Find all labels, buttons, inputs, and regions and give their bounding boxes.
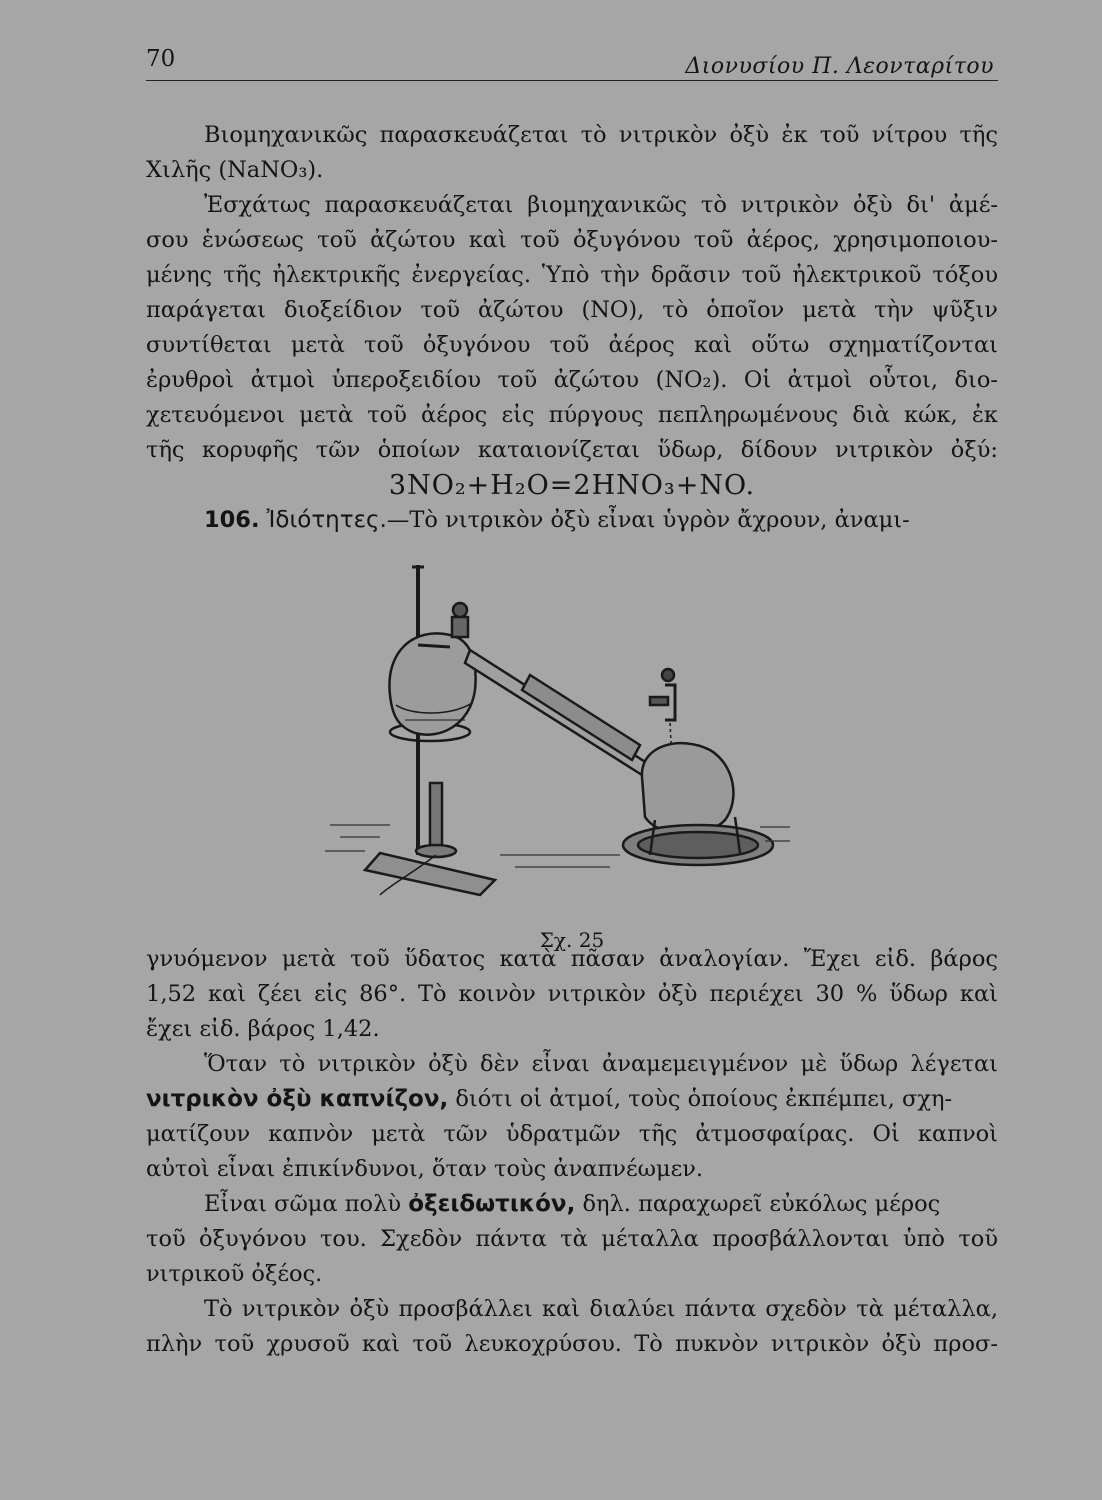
text-line: 1,52 καὶ ζέει εἰς 86°. Τὸ κοινὸν νιτρικὸν ὀξὺ περιέχει 30 % ὕδωρ καὶ	[146, 981, 998, 1007]
text-line: Βιομηχανικῶς παρασκευάζεται τὸ νιτρικὸν ὀξὺ ἐκ τοῦ νίτρου τῆς	[204, 122, 998, 148]
section-intro-text: —Τὸ νιτρικὸν ὀξὺ εἶναι ὑγρὸν ἄχρουν, ἀναμι-	[386, 507, 910, 533]
section-heading-line	[146, 503, 998, 538]
figure-caption: Σχ. 25	[539, 928, 605, 952]
text-line: μένης τῆς ἠλεκτρικῆς ἐνεργείας. Ὑπὸ τὴν δρᾶσιν τοῦ ἠλεκτρικοῦ τόξου	[146, 262, 998, 288]
text-line: τοῦ ὀξυγόνου του. Σχεδὸν πάντα τὰ μέταλλα προσβάλλονται ὑπὸ τοῦ	[146, 1226, 998, 1252]
text-line: Χιλῆς (NaNO₃).	[146, 157, 324, 183]
chemical-equation: 3NO₂+H₂O=2HNO₃+NO.	[388, 470, 756, 501]
text-line: συντίθεται μετὰ τοῦ ὀξυγόνου τοῦ ἀέρος καὶ οὕτω σχηματίζονται	[146, 332, 998, 358]
section-number: 106.	[204, 507, 260, 533]
text-line: πλὴν τοῦ χρυσοῦ καὶ τοῦ λευκοχρύσου. Τὸ πυκνὸν νιτρικὸν ὀξὺ προσ-	[146, 1331, 998, 1357]
text-line: ἐρυθροὶ ἀτμοὶ ὑπεροξειδίου τοῦ ἀζώτου (NO₂). Οἱ ἀτμοὶ οὗτοι, διο-	[146, 367, 998, 393]
text-line	[146, 1082, 998, 1117]
text-block-top	[146, 118, 998, 538]
page-number: 70	[146, 46, 176, 72]
burner	[430, 783, 442, 848]
text-block-bottom	[146, 942, 998, 1362]
distillation-apparatus-figure	[320, 555, 790, 900]
text-line: ἔχει εἰδ. βάρος 1,42.	[146, 1016, 380, 1042]
section-title: Ἰδιότητες.	[266, 507, 387, 533]
text-line	[146, 1187, 998, 1222]
text-line: αὐτοὶ εἶναι ἐπικίνδυνοι, ὅταν τοὺς ἀναπνέωμεν.	[146, 1156, 704, 1182]
text-line: Ἐσχάτως παρασκευάζεται βιομηχανικῶς τὸ νιτρικὸν ὀξὺ δι' ἀμέ-	[204, 192, 998, 218]
bold-term-fuming-nitric-acid: νιτρικὸν ὀξὺ καπνίζον,	[146, 1086, 449, 1112]
text-line: παράγεται διοξείδιον τοῦ ἀζώτου (NO), τὸ ὁποῖον μετὰ τὴν ψῦξιν	[146, 297, 998, 323]
bold-term-oxidizing: ὀξειδωτικόν,	[408, 1191, 576, 1217]
text-line: χετευόμενοι μετὰ τοῦ ἀέρος εἰς πύργους πεπληρωμένους διὰ κώκ, ἐκ	[146, 402, 998, 428]
running-head: Διονυσίου Π. Λεονταρίτου	[685, 54, 994, 79]
text-span: Εἶναι σῶμα πολὺ	[204, 1191, 409, 1217]
text-line: Ὅταν τὸ νιτρικὸν ὀξὺ δὲν εἶναι ἀναμεμειγμένον μὲ ὕδωρ λέγεται	[204, 1051, 998, 1077]
retort-flask	[389, 633, 475, 734]
text-span: διότι οἱ ἀτμοί, τοὺς ὁποίους ἐκπέμπει, σχη-	[448, 1086, 953, 1112]
text-line: ματίζουν καπνὸν μετὰ τῶν ὑδρατμῶν τῆς ἀτμοσφαίρας. Οἱ καπνοὶ	[146, 1121, 998, 1147]
text-line: σου ἑνώσεως τοῦ ἀζώτου καὶ τοῦ ὀξυγόνου τοῦ ἀέρος, χρησιμοποιου-	[146, 227, 998, 253]
text-line: Τὸ νιτρικὸν ὀξὺ προσβάλλει καὶ διαλύει πάντα σχεδὸν τὰ μέταλλα,	[204, 1296, 998, 1322]
receiving-flask	[642, 743, 734, 833]
text-line: γνυόμενον μετὰ τοῦ ὕδατος κατὰ πᾶσαν ἀναλογίαν. Ἔχει εἰδ. βάρος	[146, 946, 998, 972]
text-line: τῆς κορυφῆς τῶν ὁποίων καταιονίζεται ὕδωρ, δίδουν νιτρικὸν ὀξύ:	[146, 437, 998, 463]
text-span: δηλ. παραχωρεῖ εὐκόλως μέρος	[575, 1191, 941, 1217]
page-header	[146, 40, 998, 81]
text-line: νιτρικοῦ ὀξέος.	[146, 1261, 323, 1287]
